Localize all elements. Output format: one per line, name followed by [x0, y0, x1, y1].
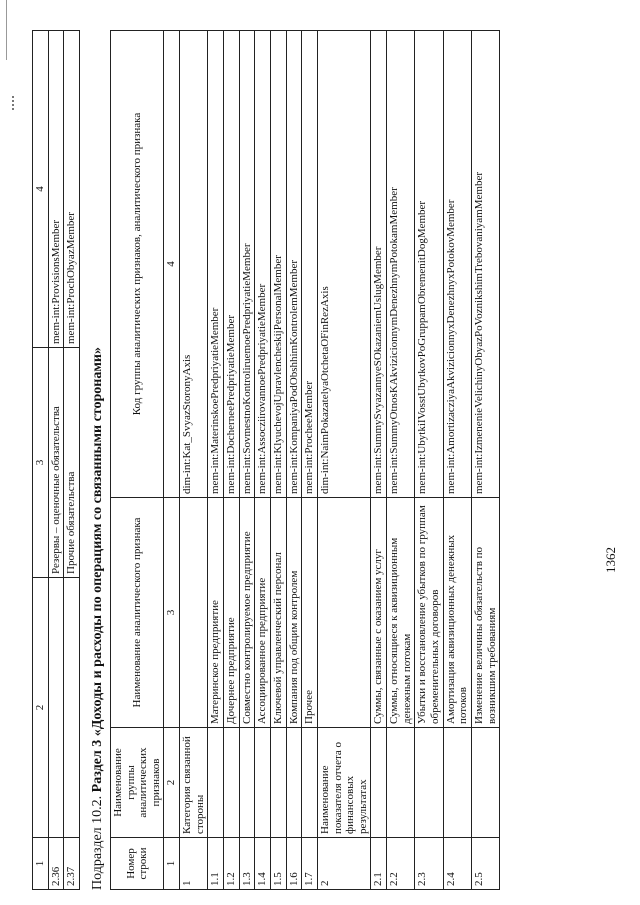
index-cell: 3 [33, 348, 49, 578]
row-number: 1.4 [255, 838, 271, 890]
analytic-code: mem-int:AmortizacziyaAkvizicionnyxDenezhnyxPotokovMember [443, 31, 471, 498]
table-row [443, 31, 471, 890]
analytic-code: mem-int:ProchObyazMember [64, 31, 80, 348]
analytic-name: Совместно контролируемое предприятие [239, 498, 255, 728]
analytic-name: Резервы – оценочные обязательства [48, 348, 64, 578]
column-header: Код группы аналитических признаков, аналитического признака [110, 31, 164, 498]
group-name [208, 728, 224, 838]
related-parties-table [110, 30, 500, 890]
row-number: 1.1 [208, 838, 224, 890]
analytic-code: dim-int:NaimPokazatelyaOtchetaOFinRezAxis [317, 31, 371, 498]
analytic-code: mem-int:IzmenenieVelichinyObyazPoVoznikshimTrebovaniyamMember [471, 31, 499, 498]
analytic-name [317, 498, 371, 728]
table-row [48, 31, 64, 890]
index-cell: 1 [33, 838, 49, 890]
group-name [302, 728, 318, 838]
column-header: Номер строки [110, 838, 164, 890]
analytic-code: mem-int:SovmestnoKontroliruemoePredpriyatieMember [239, 31, 255, 498]
table-row [224, 31, 240, 890]
heading-title: Раздел 3 «Доходы и расходы по операциям со связанными сторонами» [89, 347, 105, 793]
group-name [270, 728, 286, 838]
column-header: Наименование аналитического признака [110, 498, 164, 728]
row-number: 2 [317, 838, 371, 890]
group-name [224, 728, 240, 838]
index-cell: 2 [33, 578, 49, 838]
margin-marks [12, 96, 16, 110]
analytic-name: Прочие обязательства [64, 348, 80, 578]
analytic-code: mem-int:DocherneePredpriyatieMember [224, 31, 240, 498]
analytic-name: Прочее [302, 498, 318, 728]
analytic-code: mem-int:ProvisionsMember [48, 31, 64, 348]
table-index-row [33, 31, 49, 890]
heading-prefix: Подраздел 10.2. [89, 795, 105, 890]
group-name [64, 578, 80, 838]
analytic-name: Компания под общим контролем [286, 498, 302, 728]
table-row [371, 31, 387, 890]
row-number: 2.4 [443, 838, 471, 890]
table-row [270, 31, 286, 890]
group-name [239, 728, 255, 838]
table-row [387, 31, 415, 890]
row-number: 1.5 [270, 838, 286, 890]
row-number: 1 [180, 838, 208, 890]
row-number: 2.3 [415, 838, 443, 890]
index-cell: 2 [164, 728, 180, 838]
analytic-name: Изменение величины обязательств по возникшим требованиям [471, 498, 499, 728]
page-number: 1362 [603, 547, 618, 573]
row-number: 2.36 [48, 838, 64, 890]
analytic-code: mem-int:KompaniyaPodObshhimKontrolemMember [286, 31, 302, 498]
analytic-code: mem-int:ProcheeMember [302, 31, 318, 498]
table-row [255, 31, 271, 890]
analytic-code: mem-int:SummyOtnosKAkvizicionnymDenezhnymPotokamMember [387, 31, 415, 498]
table-index-row [164, 31, 180, 890]
table-row [64, 31, 80, 890]
index-cell: 1 [164, 838, 180, 890]
index-cell: 4 [33, 31, 49, 348]
table-header-row [110, 31, 164, 890]
group-name [371, 728, 387, 838]
analytic-name: Амортизация аквизиционных денежных потоков [443, 498, 471, 728]
margin-line [6, 0, 7, 60]
table-body [180, 31, 500, 890]
row-number: 1.2 [224, 838, 240, 890]
analytic-name: Материнское предприятие [208, 498, 224, 728]
analytic-code: mem-int:AssocziirovannoePredpriyatieMember [255, 31, 271, 498]
analytic-name: Дочернее предприятие [224, 498, 240, 728]
analytic-name: Суммы, относящиеся к аквизиционным денежным потокам [387, 498, 415, 728]
section-heading [90, 30, 106, 890]
index-cell: 4 [164, 31, 180, 498]
analytic-name: Убытки и восстановление убытков по группам обременительных договоров [415, 498, 443, 728]
group-name [415, 728, 443, 838]
analytic-code: mem-int:SummySvyazannyeSOkazaniemUslugMember [371, 31, 387, 498]
index-cell: 3 [164, 498, 180, 728]
row-number: 1.7 [302, 838, 318, 890]
table-row [302, 31, 318, 890]
group-name [48, 578, 64, 838]
rotated-page-content [32, 30, 592, 890]
analytic-code: dim-int:Kat_SvyazStoronyAxis [180, 31, 208, 498]
table-row [208, 31, 224, 890]
table-continued [32, 30, 80, 890]
group-name [387, 728, 415, 838]
row-number: 2.1 [371, 838, 387, 890]
analytic-name: Ключевой управленческий персонал [270, 498, 286, 728]
row-number: 2.2 [387, 838, 415, 890]
row-number: 2.37 [64, 838, 80, 890]
row-number: 1.6 [286, 838, 302, 890]
row-number: 1.3 [239, 838, 255, 890]
table-row [415, 31, 443, 890]
group-name: Категория связанной стороны [180, 728, 208, 838]
table-row [286, 31, 302, 890]
analytic-name [180, 498, 208, 728]
group-name [471, 728, 499, 838]
group-name: Наименование показателя отчета о финансовых результатах [317, 728, 371, 838]
group-name [255, 728, 271, 838]
group-name [286, 728, 302, 838]
group-name [443, 728, 471, 838]
table-row [239, 31, 255, 890]
row-number: 2.5 [471, 838, 499, 890]
table-row [180, 31, 208, 890]
analytic-code: mem-int:UbytkiIVosstUbytkovPoGruppamObremenitDogMember [415, 31, 443, 498]
column-header: Наименование группы аналитических признаков [110, 728, 164, 838]
analytic-code: mem-int:MaterinskoePredpriyatieMember [208, 31, 224, 498]
analytic-name: Суммы, связанные с оказанием услуг [371, 498, 387, 728]
table-row [471, 31, 499, 890]
table-row [317, 31, 371, 890]
analytic-name: Ассоциированное предприятие [255, 498, 271, 728]
analytic-code: mem-int:KlyuchevojUpravlencheskijPersonalMember [270, 31, 286, 498]
